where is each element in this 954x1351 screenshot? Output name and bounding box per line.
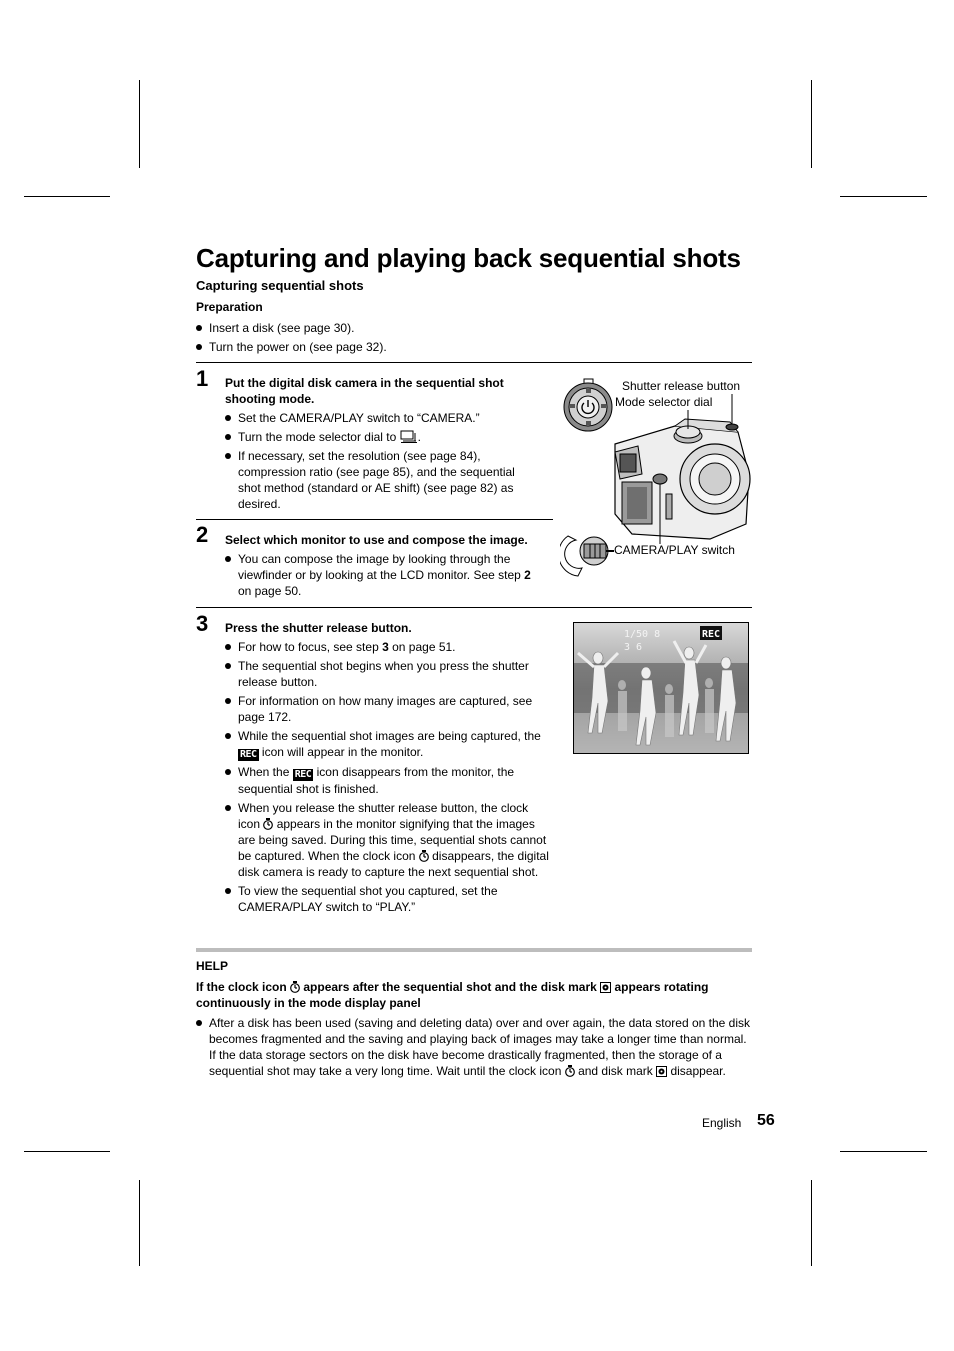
list-item <box>225 728 550 761</box>
help-heading-text: appears after the sequential shot and the disk mark <box>303 980 597 994</box>
step-number: 2 <box>196 522 209 547</box>
mode-dial-inset <box>564 379 612 431</box>
rec-icon: REC <box>240 749 257 760</box>
preparation-label: Preparation <box>196 300 263 314</box>
mode-selector-label: Mode selector dial <box>615 395 713 409</box>
page-title: Capturing and playing back sequential shots <box>196 243 741 273</box>
shutter-release-label: Shutter release button <box>622 379 741 393</box>
list-item: To view the sequential shot you captured, set the CAMERA/PLAY switch to “PLAY.” <box>225 883 550 915</box>
list-item: If necessary, set the resolution (see page 84), compression ratio (see page 85), and the sequential shot method (standard or AE shift) (see page 82) as desired. <box>225 448 540 512</box>
help-list <box>196 1015 752 1082</box>
crop-mark <box>139 80 140 168</box>
list-item <box>196 1015 752 1079</box>
step-heading: Put the digital disk camera in the sequential shot shooting mode. <box>225 376 504 406</box>
clock-icon <box>419 850 429 862</box>
help-heading <box>196 979 752 1011</box>
list-item: For information on how many images are captured, see page 172. <box>225 693 550 725</box>
footer-language: English <box>702 1116 742 1130</box>
preparation-list <box>196 320 576 358</box>
camera-play-switch-inset <box>560 536 614 576</box>
photo-image <box>574 623 749 754</box>
bullet-text: on page 51. <box>392 640 456 654</box>
disk-mark-icon <box>600 982 611 993</box>
list-item: The sequential shot begins when you press the shutter release button. <box>225 658 550 690</box>
help-heading-text: If the clock icon <box>196 980 287 994</box>
list-item <box>225 551 545 599</box>
step-heading: Press the shutter release button. <box>225 621 412 635</box>
list-item: Turn the power on (see page 32). <box>196 339 576 355</box>
svg-text:1/50 8: 1/50 8 <box>624 629 661 640</box>
clock-icon <box>565 1065 575 1077</box>
help-body-text: and disk mark <box>578 1064 653 1078</box>
crop-mark <box>840 1151 927 1152</box>
bullet-text: You can compose the image by looking through the viewfinder or by looking at the LCD monitor. See step <box>238 552 521 582</box>
bullet-text: While the sequential shot images are being captured, the <box>238 729 541 743</box>
list-item: Insert a disk (see page 30). <box>196 320 576 336</box>
camera-play-switch-label: CAMERA/PLAY switch <box>614 543 735 557</box>
list-item: Turn the mode selector dial to . <box>225 429 540 445</box>
step-heading: Select which monitor to use and compose the image. <box>225 533 528 547</box>
divider <box>196 362 752 363</box>
svg-text:3 6: 3 6 <box>624 642 643 653</box>
section-subtitle: Capturing sequential shots <box>196 278 364 293</box>
help-body-text: disappear. <box>670 1064 726 1078</box>
step-1-list <box>225 410 540 515</box>
clock-icon <box>290 981 300 993</box>
crop-mark <box>24 196 110 197</box>
bullet-text: on page 50. <box>238 584 302 598</box>
list-item <box>225 764 550 797</box>
list-item <box>225 800 550 880</box>
crop-mark <box>811 1180 812 1266</box>
help-heading-text: appears rotating continuously in the mode display panel <box>196 980 709 1010</box>
bullet-text: When the <box>238 765 290 779</box>
camera-body <box>615 419 750 539</box>
bullet-text: appears in the monitor signifying that the images are being saved. During this time, sequential shots cannot be captured. When the clock icon <box>238 817 547 863</box>
crop-mark <box>24 1151 110 1152</box>
help-body-text: After a disk has been used (saving and deleting data) over and over again, the data stored on the disk becomes fragmented and the saving and playing back of images may take a longer time than normal. If the data storage sectors on the disk have become drastically fragmented, then the storage of a sequential shot may take a very long time. Wait until the clock icon <box>209 1016 751 1078</box>
help-bar <box>196 948 752 952</box>
step-ref: 3 <box>382 640 389 654</box>
divider <box>196 519 553 520</box>
clock-icon <box>263 818 273 830</box>
step-ref: 2 <box>524 568 531 582</box>
divider <box>196 607 752 608</box>
bullet-text: Turn the mode selector dial to <box>238 430 397 444</box>
bullet-text: icon will appear in the monitor. <box>261 745 424 759</box>
step-number: 1 <box>196 366 209 391</box>
bullet-text: When you release the shutter release button, the clock icon <box>238 801 529 831</box>
rec-icon: REC <box>294 769 312 780</box>
bullet-text: icon disappears from the monitor, the sequential shot is finished. <box>238 765 515 796</box>
step-number: 3 <box>196 611 209 636</box>
page-number: 56 <box>757 1112 775 1129</box>
sequential-shot-icon <box>400 430 418 443</box>
crop-mark <box>139 1180 140 1266</box>
step-3-list <box>225 639 550 918</box>
crop-mark <box>840 196 927 197</box>
disk-mark-icon <box>656 1066 667 1077</box>
rec-indicator: REC <box>702 629 721 640</box>
bullet-text: For how to focus, see step <box>238 640 379 654</box>
bullet-text: disappears, the digital disk camera is ready to capture the next sequential shot. <box>238 849 549 879</box>
crop-mark <box>811 80 812 168</box>
help-title: HELP <box>196 959 229 973</box>
list-item <box>225 639 550 655</box>
list-item: Set the CAMERA/PLAY switch to “CAMERA.” <box>225 410 540 426</box>
step-2-list <box>225 551 545 602</box>
sequential-shot-photo <box>573 622 749 754</box>
